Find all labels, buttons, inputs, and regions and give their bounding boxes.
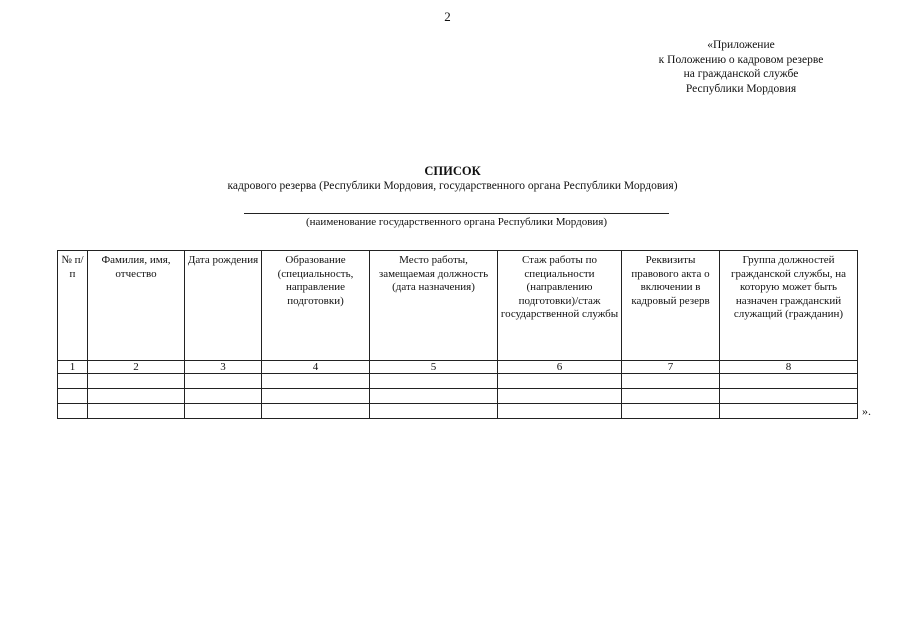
table-header-row xyxy=(58,251,858,361)
appendix-heading xyxy=(636,38,846,96)
empty-cell xyxy=(185,374,262,389)
table-row xyxy=(58,404,858,419)
header-cell-birth-date: Дата рождения xyxy=(185,251,262,361)
column-number-cell: 6 xyxy=(498,361,622,374)
empty-cell xyxy=(622,404,720,419)
header-cell-experience: Стаж работы по специальности (направлению подготовки)/стаж государственной службы xyxy=(498,251,622,361)
column-number-cell: 1 xyxy=(58,361,88,374)
empty-cell xyxy=(720,374,858,389)
org-name-blank-line xyxy=(244,213,669,214)
table-row xyxy=(58,389,858,404)
appendix-line: Республики Мордовия xyxy=(685,82,797,95)
empty-cell xyxy=(88,404,185,419)
appendix-line: на гражданской службе xyxy=(683,68,799,80)
column-number-row xyxy=(58,361,858,374)
empty-cell xyxy=(498,374,622,389)
column-number-cell: 5 xyxy=(370,361,498,374)
table-row xyxy=(58,374,858,389)
header-cell-position-group: Группа должностей гражданской службы, на которую может быть назначен гражданский служащий (гражданин) xyxy=(720,251,858,361)
column-number-cell: 4 xyxy=(262,361,370,374)
column-number-cell: 7 xyxy=(622,361,720,374)
empty-cell xyxy=(262,389,370,404)
empty-cell xyxy=(370,389,498,404)
empty-cell xyxy=(88,374,185,389)
empty-cell xyxy=(498,389,622,404)
empty-cell xyxy=(370,404,498,419)
empty-cell xyxy=(498,404,622,419)
closing-quote-mark: ». xyxy=(862,404,871,418)
column-number-cell: 8 xyxy=(720,361,858,374)
column-number-cell: 2 xyxy=(88,361,185,374)
document-title: СПИСОК xyxy=(424,164,481,178)
page-number: 2 xyxy=(444,9,451,24)
empty-cell xyxy=(370,374,498,389)
empty-cell xyxy=(185,404,262,419)
empty-cell xyxy=(622,374,720,389)
empty-cell xyxy=(58,404,88,419)
header-cell-workplace: Место работы, замещаемая должность (дата назначения) xyxy=(370,251,498,361)
empty-cell xyxy=(262,374,370,389)
empty-cell xyxy=(58,374,88,389)
empty-cell xyxy=(622,389,720,404)
empty-cell xyxy=(88,389,185,404)
appendix-line: «Приложение xyxy=(707,39,775,51)
document-subtitle: кадрового резерва (Республики Мордовия, государственного органа Республики Мордовия) xyxy=(227,180,678,192)
column-number-cell: 3 xyxy=(185,361,262,374)
empty-cell xyxy=(720,404,858,419)
reserve-table xyxy=(57,250,858,419)
org-name-caption: (наименование государственного органа Республики Мордовия) xyxy=(306,216,607,228)
empty-cell xyxy=(58,389,88,404)
header-cell-full-name: Фамилия, имя, отчество xyxy=(88,251,185,361)
header-cell-legal-act: Реквизиты правового акта о включении в кадровый резерв xyxy=(622,251,720,361)
header-cell-education: Образование (специальность, направление подготовки) xyxy=(262,251,370,361)
header-cell-number: № п/п xyxy=(58,251,88,361)
empty-cell xyxy=(720,389,858,404)
empty-cell xyxy=(262,404,370,419)
appendix-line: к Положению о кадровом резерве xyxy=(658,53,824,66)
empty-cell xyxy=(185,389,262,404)
